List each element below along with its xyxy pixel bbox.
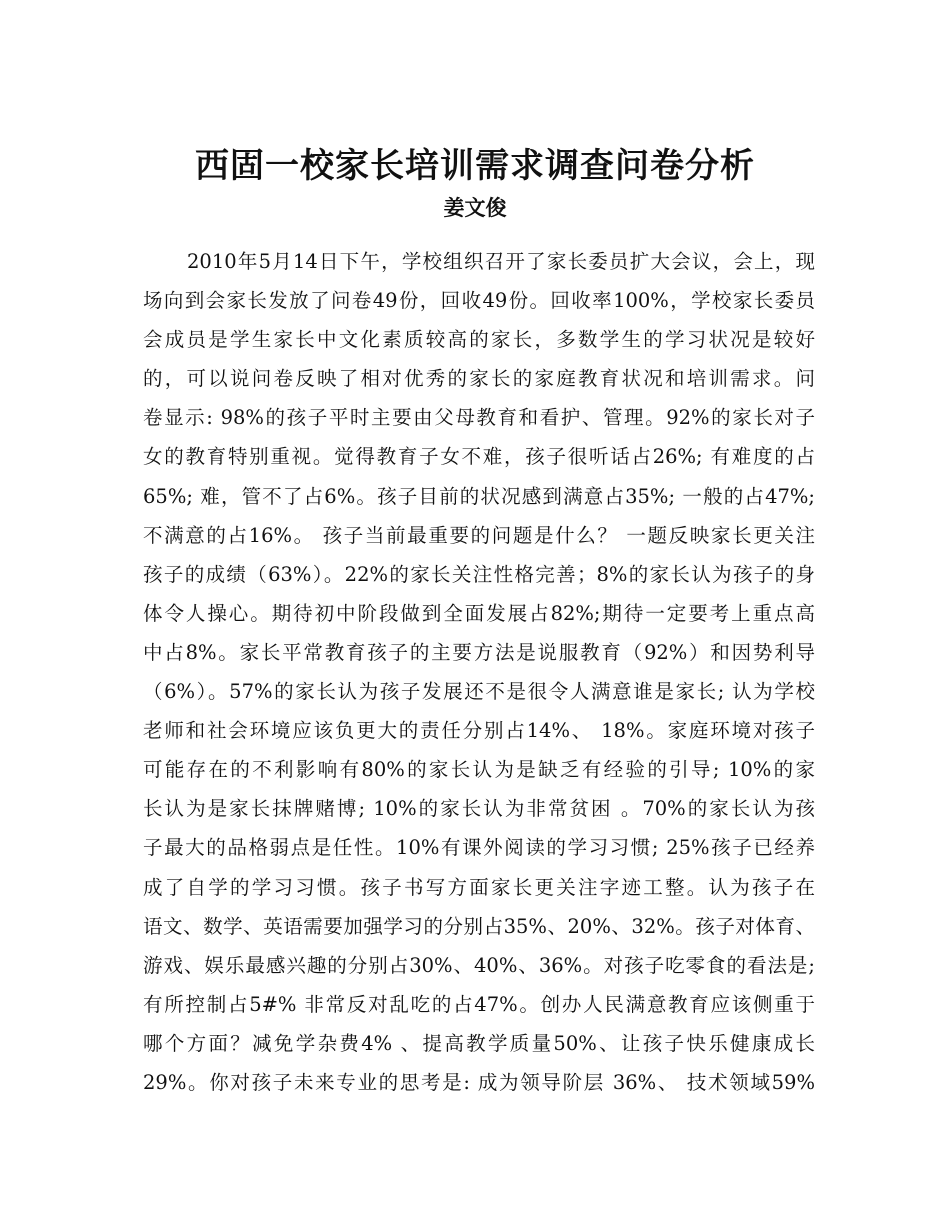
paragraph-line: 孩子的成绩（63%）。22%的家长关注性格完善；8%的家长认为孩子的身 bbox=[143, 562, 815, 586]
paragraph-line: 游戏、娱乐最感兴趣的分别占30%、40%、36%。对孩子吃零食的看法是; bbox=[143, 953, 815, 977]
paragraph-line: 卷显示: 98%的孩子平时主要由父母教育和看护、管理。92%的家长对子 bbox=[143, 406, 815, 430]
paragraph-line: 65%; 难，管不了占6%。孩子目前的状况感到满意占35%; 一般的占47%; bbox=[143, 484, 815, 508]
paragraph-line: 体令人操心。期待初中阶段做到全面发展占82%;期待一定要考上重点高 bbox=[143, 601, 815, 625]
paragraph-line: 语文、数学、英语需要加强学习的分别占35%、20%、32%。孩子对体育、 bbox=[143, 914, 815, 938]
paragraph-line: （6%）。57%的家长认为孩子发展还不是很令人满意谁是家长; 认为学校 bbox=[143, 680, 815, 704]
paragraph-line: 不满意的占16%。 孩子当前最重要的问题是什么？ 一题反映家长更关注 bbox=[143, 523, 815, 547]
paragraph-line: 可能存在的不利影响有80%的家长认为是缺乏有经验的引导; 10%的家 bbox=[143, 758, 815, 782]
paragraph-line: 子最大的品格弱点是任性。10%有课外阅读的学习习惯; 25%孩子已经养 bbox=[143, 836, 815, 860]
paragraph-line: 老师和社会环境应该负更大的责任分别占14%、 18%。家庭环境对孩子 bbox=[143, 719, 815, 743]
paragraph-line: 中占8%。家长平常教育孩子的主要方法是说服教育（92%）和因势利导 bbox=[143, 640, 815, 664]
paragraph-line: 女的教育特别重视。觉得教育子女不难，孩子很听话占26%; 有难度的占 bbox=[143, 445, 815, 469]
author-name: 姜文俊 bbox=[443, 195, 507, 220]
paragraph-line: 场向到会家长发放了问卷49份，回收49份。回收率100%，学校家长委员 bbox=[143, 289, 815, 313]
paragraph-line: 有所控制占5#% 非常反对乱吃的占47%。创办人民满意教育应该侧重于 bbox=[143, 992, 815, 1016]
document-title: 西固一校家长培训需求调查问卷分析 bbox=[195, 146, 755, 186]
paragraph-line: 会成员是学生家长中文化素质较高的家长，多数学生的学习状况是较好 bbox=[143, 328, 815, 352]
paragraph-line: 2010年5月14日下午，学校组织召开了家长委员扩大会议，会上，现 bbox=[187, 250, 815, 273]
paragraph-line: 长认为是家长抹牌赌博; 10%的家长认为非常贫困 。70%的家长认为孩 bbox=[143, 797, 815, 821]
paragraph-line: 哪个方面？减免学杂费4% 、提高教学质量50%、让孩子快乐健康成长 bbox=[143, 1031, 815, 1055]
body-paragraph bbox=[143, 242, 815, 1102]
paragraph-line: 29%。你对孩子未来专业的思考是: 成为领导阶层 36%、 技术领域59% bbox=[143, 1070, 815, 1094]
paragraph-line: 成了自学的学习习惯。孩子书写方面家长更关注字迹工整。认为孩子在 bbox=[143, 875, 815, 899]
paragraph-line: 的，可以说问卷反映了相对优秀的家长的家庭教育状况和培训需求。问 bbox=[143, 367, 815, 391]
